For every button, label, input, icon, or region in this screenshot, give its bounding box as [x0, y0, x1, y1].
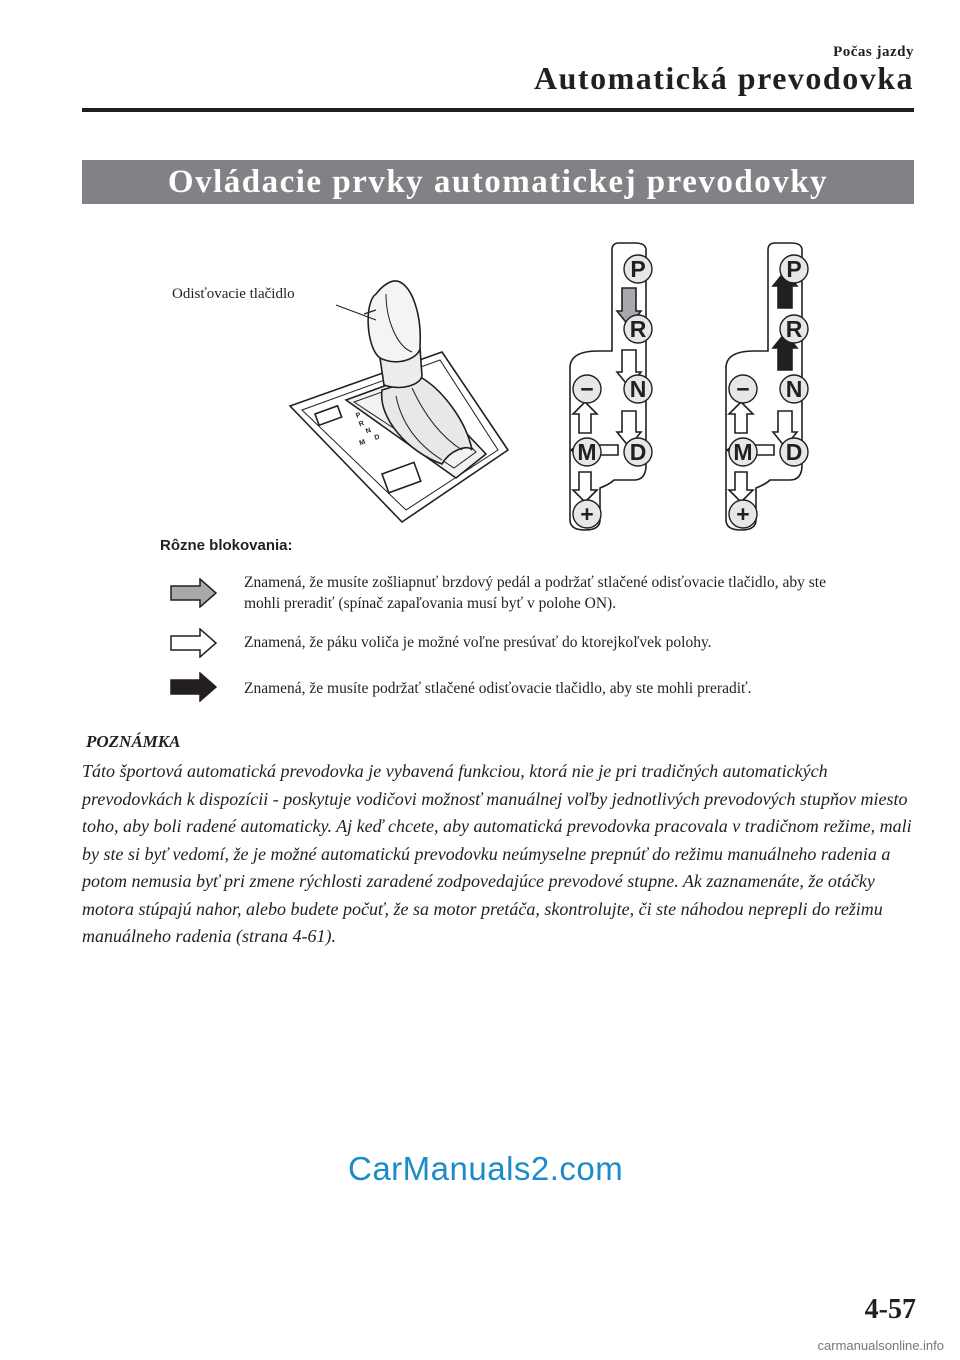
section-banner: Ovládacie prvky automatickej prevodovky — [82, 160, 914, 204]
gear-d-label: D — [785, 439, 803, 465]
plate-letter-r: R — [358, 420, 366, 429]
legend-text-black: Znamená, že musíte podržať stlačené odisťovacie tlačidlo, aby ste mohli preradiť. — [244, 680, 752, 697]
gear-n-label: N — [629, 376, 647, 402]
gear-m-label: M — [577, 439, 597, 465]
note-title: POZNÁMKA — [86, 732, 181, 751]
plate-letter-p: P — [354, 411, 362, 420]
gear-d-label: D — [629, 439, 647, 465]
gear-n-label: N — [785, 376, 803, 402]
page-number: 4-57 — [864, 1294, 916, 1325]
footer-site: carmanualsonline.info — [817, 1338, 944, 1353]
watermark: CarManuals2.com — [348, 1150, 624, 1187]
plate-letter-d: D — [373, 433, 381, 442]
legend-item-black — [170, 672, 870, 704]
legend-item-gray — [170, 572, 870, 616]
gear-r-label: R — [785, 316, 803, 342]
header-section: Počas jazdy — [833, 44, 914, 60]
gear-m-label: M — [733, 439, 753, 465]
gear-p-label: P — [630, 256, 646, 282]
legend-text-white: Znamená, že páku voliča je možné voľne presúvať do ktorejkoľvek polohy. — [244, 634, 712, 651]
legend-item-white — [170, 628, 870, 660]
shift-lever-callout: Odisťovacie tlačidlo — [172, 286, 295, 302]
white-arrow-icon — [170, 628, 218, 658]
legend-text-gray: Znamená, že musíte zošliapnuť brzdový pedál a podržať stlačené odisťovacie tlačidlo, aby ste mohli preradiť (spínač zapaľovania musí byť v polohe ON). — [244, 574, 826, 612]
gray-arrow-icon — [170, 578, 218, 608]
plus-symbol: + — [736, 501, 750, 527]
header-rule — [82, 108, 914, 112]
plus-symbol: + — [580, 501, 594, 527]
gear-r-label: R — [629, 316, 647, 342]
gear-p-label: P — [786, 256, 802, 282]
minus-symbol: − — [580, 376, 594, 402]
plate-letter-m: M — [358, 438, 367, 448]
plate-letter-n: N — [364, 427, 373, 436]
note-body: Táto športová automatická prevodovka je vybavená funkciou, ktorá nie je pri tradičných automatických prevodovkách k dispozícii - poskytuje vodičovi možnosť manuálnej voľby jednotlivých prevodových stupňov miesto toho, aby boli radené automaticky. Aj keď chcete, aby automatická prevodovka pracovala v tradičnom režime, mali by ste si byť vedomí, že je možné automatickú prevodovku neúmyselne prepnúť do režimu manuálneho radenia a potom nemusia byť pri zmene rýchlosti zaradené zodpovedajúce prevodové stupne. Ak zaznamenáte, že otáčky motora stúpajú nahor, alebo budete počuť, že sa motor pretáča, skontrolujte, či ste náhodou neprepli do režimu manuálneho radenia (strana 4-61). — [82, 761, 912, 946]
minus-symbol: − — [736, 376, 750, 402]
shift-lever-illustration — [290, 281, 508, 522]
header-chapter: Automatická prevodovka — [534, 60, 914, 96]
shift-diagram — [150, 240, 850, 540]
black-arrow-icon — [170, 672, 218, 702]
legend-title: Rôzne blokovania: — [160, 537, 293, 554]
